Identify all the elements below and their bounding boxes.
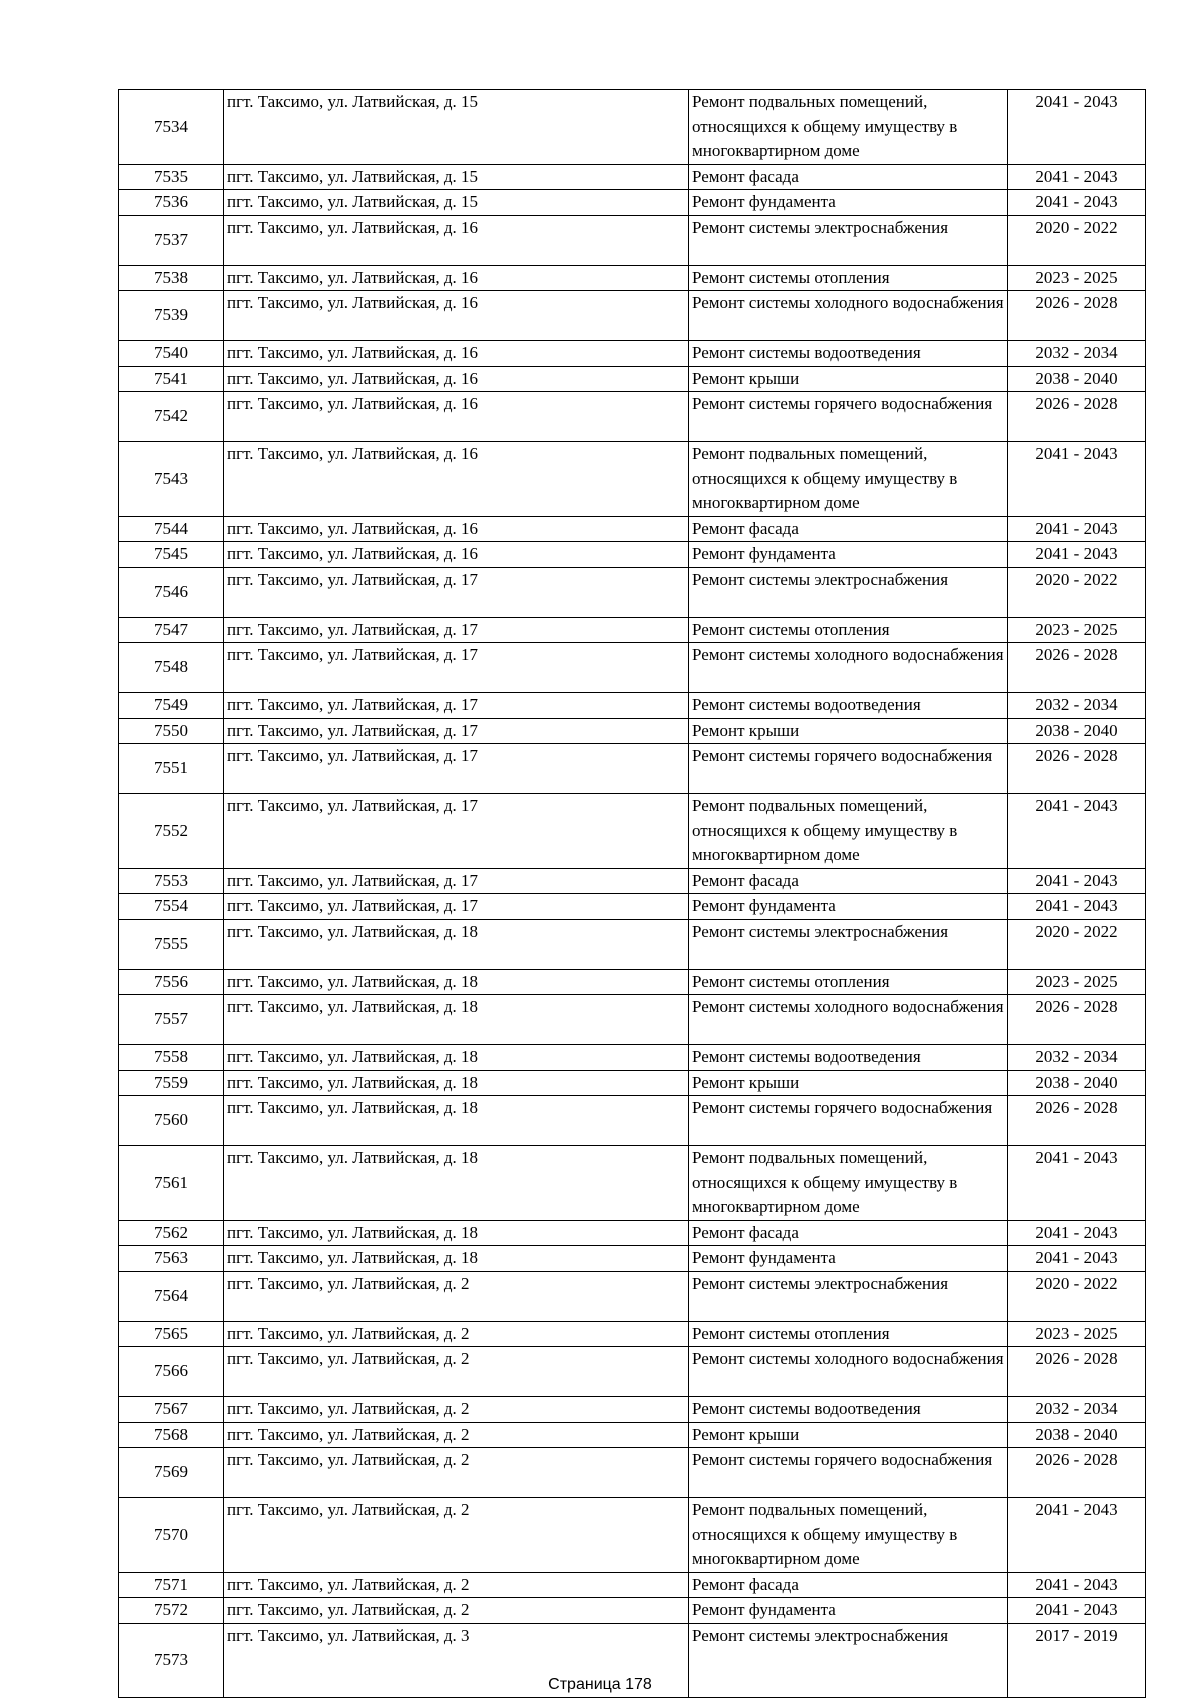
row-address: пгт. Таксимо, ул. Латвийская, д. 2 (224, 1498, 689, 1573)
row-address: пгт. Таксимо, ул. Латвийская, д. 18 (224, 995, 689, 1045)
row-number: 7554 (119, 894, 224, 920)
row-number: 7545 (119, 542, 224, 568)
row-address: пгт. Таксимо, ул. Латвийская, д. 3 (224, 1623, 689, 1697)
row-number: 7558 (119, 1045, 224, 1071)
row-address: пгт. Таксимо, ул. Латвийская, д. 15 (224, 164, 689, 190)
table-row (119, 969, 1146, 995)
row-work-type: Ремонт крыши (689, 1422, 1008, 1448)
row-number: 7538 (119, 265, 224, 291)
row-address: пгт. Таксимо, ул. Латвийская, д. 16 (224, 442, 689, 517)
row-address: пгт. Таксимо, ул. Латвийская, д. 2 (224, 1448, 689, 1498)
row-number: 7555 (119, 919, 224, 969)
table-row (119, 1397, 1146, 1423)
row-number: 7549 (119, 693, 224, 719)
row-work-type: Ремонт подвальных помещений, относящихся к общему имуществу в многоквартирном доме (689, 794, 1008, 869)
row-work-type: Ремонт фасада (689, 164, 1008, 190)
row-work-type: Ремонт системы электроснабжения (689, 919, 1008, 969)
row-period: 2023 - 2025 (1008, 617, 1146, 643)
row-period: 2023 - 2025 (1008, 969, 1146, 995)
row-address: пгт. Таксимо, ул. Латвийская, д. 15 (224, 190, 689, 216)
row-work-type: Ремонт подвальных помещений, относящихся к общему имуществу в многоквартирном доме (689, 90, 1008, 165)
row-period: 2026 - 2028 (1008, 744, 1146, 794)
row-number: 7544 (119, 516, 224, 542)
row-period: 2026 - 2028 (1008, 995, 1146, 1045)
row-number: 7561 (119, 1146, 224, 1221)
row-period: 2038 - 2040 (1008, 1070, 1146, 1096)
row-period: 2041 - 2043 (1008, 90, 1146, 165)
row-number: 7536 (119, 190, 224, 216)
row-address: пгт. Таксимо, ул. Латвийская, д. 17 (224, 693, 689, 719)
row-period: 2032 - 2034 (1008, 693, 1146, 719)
row-address: пгт. Таксимо, ул. Латвийская, д. 18 (224, 1070, 689, 1096)
row-period: 2041 - 2043 (1008, 164, 1146, 190)
row-address: пгт. Таксимо, ул. Латвийская, д. 2 (224, 1271, 689, 1321)
table-row (119, 1146, 1146, 1221)
row-work-type: Ремонт системы водоотведения (689, 341, 1008, 367)
row-address: пгт. Таксимо, ул. Латвийская, д. 17 (224, 643, 689, 693)
row-period: 2032 - 2034 (1008, 341, 1146, 367)
table-row (119, 1572, 1146, 1598)
row-work-type: Ремонт системы холодного водоснабжения (689, 995, 1008, 1045)
row-work-type: Ремонт крыши (689, 718, 1008, 744)
table-row (119, 265, 1146, 291)
table-row (119, 894, 1146, 920)
row-period: 2041 - 2043 (1008, 1572, 1146, 1598)
row-number: 7547 (119, 617, 224, 643)
table-row (119, 1448, 1146, 1498)
table-row (119, 1598, 1146, 1624)
row-work-type: Ремонт системы холодного водоснабжения (689, 1347, 1008, 1397)
table-row (119, 190, 1146, 216)
row-address: пгт. Таксимо, ул. Латвийская, д. 18 (224, 1146, 689, 1221)
row-period: 2041 - 2043 (1008, 516, 1146, 542)
table-row (119, 1096, 1146, 1146)
row-work-type: Ремонт системы отопления (689, 969, 1008, 995)
row-work-type: Ремонт фундамента (689, 1246, 1008, 1272)
table-row (119, 516, 1146, 542)
row-number: 7562 (119, 1220, 224, 1246)
row-number: 7540 (119, 341, 224, 367)
table-row (119, 995, 1146, 1045)
table-row (119, 215, 1146, 265)
row-number: 7563 (119, 1246, 224, 1272)
table-row (119, 442, 1146, 517)
row-period: 2041 - 2043 (1008, 190, 1146, 216)
row-work-type: Ремонт фасада (689, 868, 1008, 894)
row-work-type: Ремонт системы электроснабжения (689, 567, 1008, 617)
row-address: пгт. Таксимо, ул. Латвийская, д. 15 (224, 90, 689, 165)
row-address: пгт. Таксимо, ул. Латвийская, д. 2 (224, 1422, 689, 1448)
row-address: пгт. Таксимо, ул. Латвийская, д. 17 (224, 794, 689, 869)
table-row (119, 1271, 1146, 1321)
row-number: 7557 (119, 995, 224, 1045)
row-work-type: Ремонт системы холодного водоснабжения (689, 291, 1008, 341)
row-number: 7567 (119, 1397, 224, 1423)
row-period: 2041 - 2043 (1008, 794, 1146, 869)
table-row (119, 1045, 1146, 1071)
row-period: 2026 - 2028 (1008, 643, 1146, 693)
row-period: 2041 - 2043 (1008, 1498, 1146, 1573)
row-period: 2020 - 2022 (1008, 1271, 1146, 1321)
table-row (119, 919, 1146, 969)
row-work-type: Ремонт системы электроснабжения (689, 1623, 1008, 1697)
row-address: пгт. Таксимо, ул. Латвийская, д. 18 (224, 969, 689, 995)
row-address: пгт. Таксимо, ул. Латвийская, д. 2 (224, 1321, 689, 1347)
table-row (119, 617, 1146, 643)
row-period: 2041 - 2043 (1008, 894, 1146, 920)
row-number: 7546 (119, 567, 224, 617)
row-address: пгт. Таксимо, ул. Латвийская, д. 17 (224, 617, 689, 643)
table-row (119, 1070, 1146, 1096)
row-period: 2026 - 2028 (1008, 1096, 1146, 1146)
row-period: 2041 - 2043 (1008, 868, 1146, 894)
table-row (119, 1321, 1146, 1347)
row-address: пгт. Таксимо, ул. Латвийская, д. 17 (224, 567, 689, 617)
row-work-type: Ремонт системы горячего водоснабжения (689, 744, 1008, 794)
row-work-type: Ремонт фасада (689, 1220, 1008, 1246)
row-number: 7543 (119, 442, 224, 517)
row-work-type: Ремонт системы холодного водоснабжения (689, 643, 1008, 693)
row-number: 7572 (119, 1598, 224, 1624)
row-work-type: Ремонт крыши (689, 366, 1008, 392)
table-row (119, 868, 1146, 894)
row-period: 2041 - 2043 (1008, 542, 1146, 568)
row-work-type: Ремонт системы электроснабжения (689, 1271, 1008, 1321)
row-number: 7565 (119, 1321, 224, 1347)
row-work-type: Ремонт системы отопления (689, 1321, 1008, 1347)
row-number: 7556 (119, 969, 224, 995)
row-work-type: Ремонт подвальных помещений, относящихся к общему имуществу в многоквартирном доме (689, 442, 1008, 517)
row-address: пгт. Таксимо, ул. Латвийская, д. 18 (224, 1220, 689, 1246)
row-number: 7539 (119, 291, 224, 341)
row-work-type: Ремонт фундамента (689, 894, 1008, 920)
table-row (119, 643, 1146, 693)
row-work-type: Ремонт крыши (689, 1070, 1008, 1096)
row-period: 2041 - 2043 (1008, 442, 1146, 517)
row-number: 7553 (119, 868, 224, 894)
row-number: 7537 (119, 215, 224, 265)
row-address: пгт. Таксимо, ул. Латвийская, д. 17 (224, 718, 689, 744)
table-row (119, 794, 1146, 869)
row-work-type: Ремонт системы водоотведения (689, 693, 1008, 719)
row-address: пгт. Таксимо, ул. Латвийская, д. 17 (224, 868, 689, 894)
row-number: 7548 (119, 643, 224, 693)
row-address: пгт. Таксимо, ул. Латвийская, д. 16 (224, 542, 689, 568)
row-address: пгт. Таксимо, ул. Латвийская, д. 2 (224, 1397, 689, 1423)
row-period: 2020 - 2022 (1008, 919, 1146, 969)
row-work-type: Ремонт системы электроснабжения (689, 215, 1008, 265)
row-address: пгт. Таксимо, ул. Латвийская, д. 16 (224, 341, 689, 367)
row-number: 7571 (119, 1572, 224, 1598)
row-work-type: Ремонт системы водоотведения (689, 1397, 1008, 1423)
table-row (119, 90, 1146, 165)
row-period: 2041 - 2043 (1008, 1220, 1146, 1246)
row-period: 2041 - 2043 (1008, 1598, 1146, 1624)
row-period: 2038 - 2040 (1008, 1422, 1146, 1448)
row-period: 2026 - 2028 (1008, 291, 1146, 341)
row-number: 7551 (119, 744, 224, 794)
row-address: пгт. Таксимо, ул. Латвийская, д. 16 (224, 265, 689, 291)
table-row (119, 341, 1146, 367)
row-work-type: Ремонт системы водоотведения (689, 1045, 1008, 1071)
row-address: пгт. Таксимо, ул. Латвийская, д. 16 (224, 516, 689, 542)
row-number: 7541 (119, 366, 224, 392)
row-address: пгт. Таксимо, ул. Латвийская, д. 16 (224, 366, 689, 392)
row-work-type: Ремонт фундамента (689, 1598, 1008, 1624)
table-row (119, 1220, 1146, 1246)
row-number: 7568 (119, 1422, 224, 1448)
row-work-type: Ремонт подвальных помещений, относящихся к общему имуществу в многоквартирном доме (689, 1146, 1008, 1221)
row-number: 7573 (119, 1623, 224, 1697)
table-row (119, 744, 1146, 794)
row-work-type: Ремонт системы горячего водоснабжения (689, 392, 1008, 442)
table-row (119, 164, 1146, 190)
row-work-type: Ремонт фасада (689, 516, 1008, 542)
row-number: 7535 (119, 164, 224, 190)
row-number: 7542 (119, 392, 224, 442)
row-period: 2026 - 2028 (1008, 1347, 1146, 1397)
table-row (119, 1347, 1146, 1397)
row-period: 2032 - 2034 (1008, 1045, 1146, 1071)
row-number: 7570 (119, 1498, 224, 1573)
row-work-type: Ремонт фундамента (689, 542, 1008, 568)
row-number: 7559 (119, 1070, 224, 1096)
table-row (119, 718, 1146, 744)
row-period: 2032 - 2034 (1008, 1397, 1146, 1423)
row-address: пгт. Таксимо, ул. Латвийская, д. 18 (224, 919, 689, 969)
row-period: 2023 - 2025 (1008, 1321, 1146, 1347)
table-row (119, 1422, 1146, 1448)
row-address: пгт. Таксимо, ул. Латвийская, д. 2 (224, 1598, 689, 1624)
row-work-type: Ремонт системы отопления (689, 265, 1008, 291)
row-address: пгт. Таксимо, ул. Латвийская, д. 16 (224, 291, 689, 341)
row-number: 7560 (119, 1096, 224, 1146)
row-period: 2023 - 2025 (1008, 265, 1146, 291)
row-work-type: Ремонт системы горячего водоснабжения (689, 1448, 1008, 1498)
row-number: 7534 (119, 90, 224, 165)
row-work-type: Ремонт подвальных помещений, относящихся к общему имуществу в многоквартирном доме (689, 1498, 1008, 1573)
row-work-type: Ремонт фундамента (689, 190, 1008, 216)
row-address: пгт. Таксимо, ул. Латвийская, д. 17 (224, 894, 689, 920)
row-address: пгт. Таксимо, ул. Латвийская, д. 18 (224, 1096, 689, 1146)
row-work-type: Ремонт системы горячего водоснабжения (689, 1096, 1008, 1146)
row-address: пгт. Таксимо, ул. Латвийская, д. 2 (224, 1347, 689, 1397)
row-number: 7552 (119, 794, 224, 869)
table-row (119, 366, 1146, 392)
table-row (119, 291, 1146, 341)
row-address: пгт. Таксимо, ул. Латвийская, д. 17 (224, 744, 689, 794)
row-number: 7566 (119, 1347, 224, 1397)
page-number: Страница 178 (548, 1676, 652, 1693)
row-period: 2041 - 2043 (1008, 1246, 1146, 1272)
row-period: 2026 - 2028 (1008, 1448, 1146, 1498)
row-period: 2038 - 2040 (1008, 718, 1146, 744)
row-address: пгт. Таксимо, ул. Латвийская, д. 16 (224, 392, 689, 442)
row-address: пгт. Таксимо, ул. Латвийская, д. 2 (224, 1572, 689, 1598)
row-period: 2020 - 2022 (1008, 567, 1146, 617)
row-work-type: Ремонт фасада (689, 1572, 1008, 1598)
table-row (119, 1498, 1146, 1573)
table-row (119, 392, 1146, 442)
row-period: 2038 - 2040 (1008, 366, 1146, 392)
table-row (119, 693, 1146, 719)
repair-schedule-table (118, 89, 1146, 1698)
table-row (119, 567, 1146, 617)
row-period: 2041 - 2043 (1008, 1146, 1146, 1221)
table-row (119, 542, 1146, 568)
table-body (119, 90, 1146, 1698)
row-address: пгт. Таксимо, ул. Латвийская, д. 16 (224, 215, 689, 265)
row-period: 2026 - 2028 (1008, 392, 1146, 442)
row-number: 7569 (119, 1448, 224, 1498)
row-period: 2017 - 2019 (1008, 1623, 1146, 1697)
row-address: пгт. Таксимо, ул. Латвийская, д. 18 (224, 1246, 689, 1272)
row-number: 7564 (119, 1271, 224, 1321)
row-number: 7550 (119, 718, 224, 744)
row-work-type: Ремонт системы отопления (689, 617, 1008, 643)
table-row (119, 1246, 1146, 1272)
row-period: 2020 - 2022 (1008, 215, 1146, 265)
row-address: пгт. Таксимо, ул. Латвийская, д. 18 (224, 1045, 689, 1071)
